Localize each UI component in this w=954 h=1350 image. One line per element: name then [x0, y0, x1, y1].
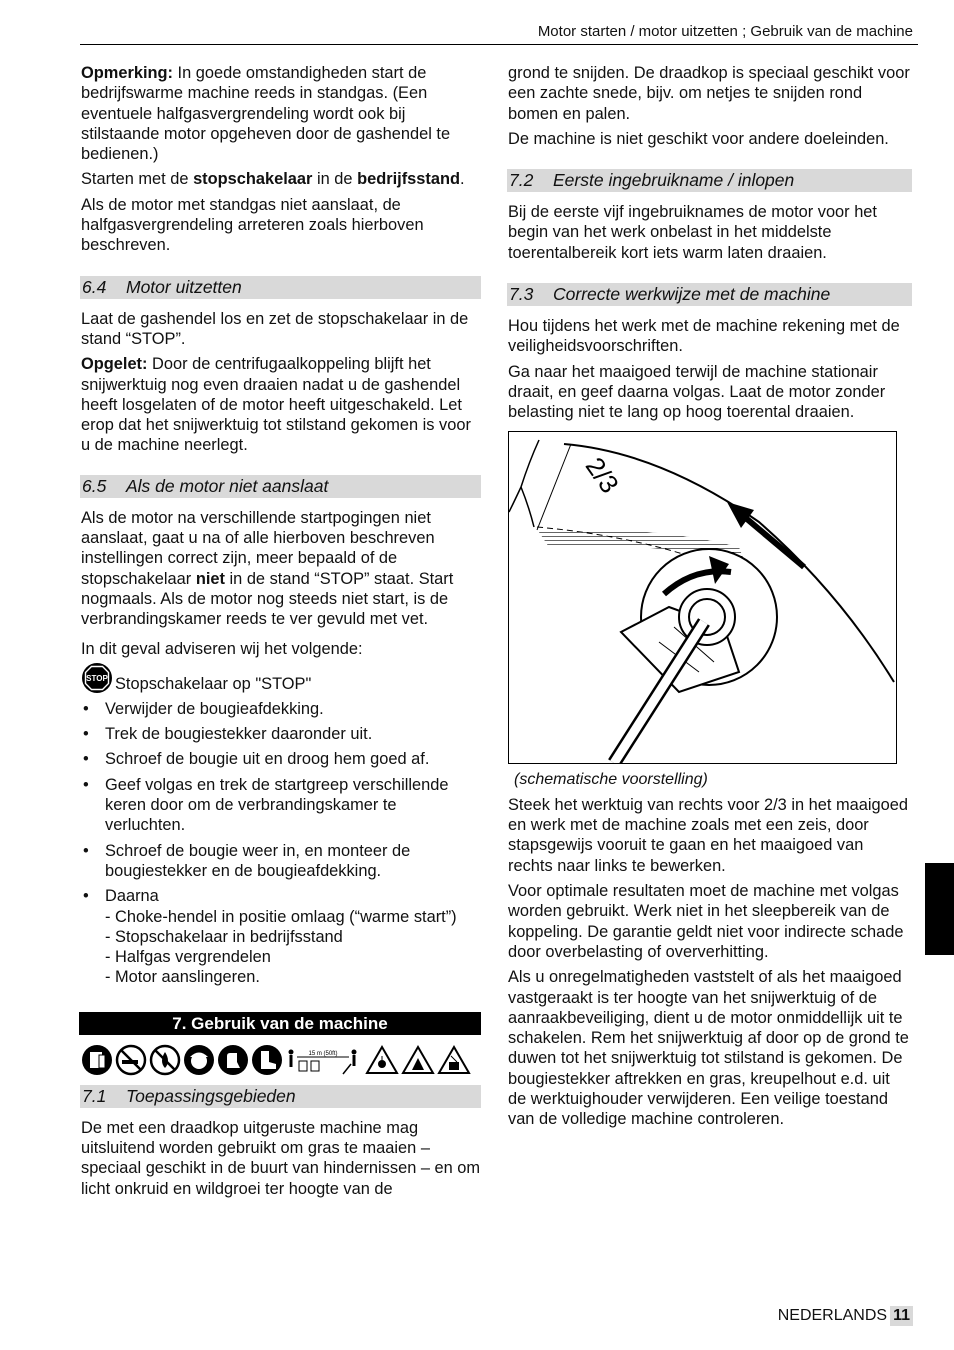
stop-instruction-text: Stopschakelaar op "STOP" — [115, 674, 312, 693]
section-number: 7.1 — [82, 1085, 107, 1106]
left-column — [81, 63, 481, 1204]
sub-item: - Choke-hendel in positie omlaag (“warme start”) — [105, 907, 457, 926]
s73-paragraph-2: Ga naar het maaigoed terwijl de machine stationair draait, en geef daarna volgas. Laat de motor zonder belasting niet te lang op hoog toerental draaien. — [508, 362, 886, 422]
list-item-text: Schroef de bougie uit en droog hem goed af. — [105, 750, 430, 769]
distance-text: 15 m (50ft) — [308, 1050, 338, 1057]
distance-icon — [285, 1044, 363, 1076]
start-paragraph — [81, 169, 481, 189]
list-item-text: Daarna — [105, 887, 159, 906]
section-7-1-heading — [80, 1085, 481, 1108]
header-title: Motor starten / motor uitzetten ; Gebruik van de machine — [537, 23, 913, 40]
section-number: 7.3 — [509, 284, 534, 305]
halfgas-paragraph: Als de motor met standgas niet aanslaat, de halfgasvergrendeling arreteren zoals hierboven beschreven. — [81, 195, 424, 255]
bullet-glyph: • — [83, 775, 89, 794]
section-title: Motor uitzetten — [126, 276, 242, 297]
list-item — [81, 749, 481, 769]
face-protection-icon — [183, 1044, 215, 1076]
warning-icon-2 — [401, 1044, 435, 1076]
s65-text-a: Als de motor na verschillende startpogingen niet aanslaat, gaat u na of alle hierboven beschreven instellingen correct zijn, meer bepaald of de stopschakelaar — [81, 508, 435, 588]
r-paragraph-5: Als u onregelmatigheden vaststelt of als het maaigoed vastgeraakt is ter hoogte van het snijwerktuig of de aanraakbeveiliging, dient u de motor onmiddellijk uit te schakelen. Rem het snijwerktuig af door op de grond te duwen tot het snijwerktuig tot stilstand is gekomen. De bougiestekker aftrekken en gras, kreupelhout e.d. uit de werktuighouder verwijderen. Een veilige toestand van de volledige machine controleren. — [508, 968, 909, 1129]
sub-item: - Motor aanslingeren. — [105, 968, 260, 987]
stop-instruction — [81, 662, 481, 694]
section-title: Correcte werkwijze met de machine — [553, 284, 831, 305]
section-6-4-heading — [80, 276, 481, 299]
boots-icon — [251, 1044, 283, 1076]
no-fire-icon — [149, 1044, 181, 1076]
sub-item: - Stopschakelaar in bedrijfsstand — [105, 927, 343, 946]
page-number: 11 — [890, 1306, 913, 1326]
language-thumb-tab — [925, 863, 954, 955]
r-paragraph-3: Steek het werktuig van rechts voor 2/3 in het maaigoed en werk met de machine zoals met een zeis, door stapsgewijs vooruit te gaan en het maaigoed van rechts naar links te bewerken. — [508, 795, 908, 875]
s64-paragraph-2 — [81, 354, 481, 455]
start-bold-stopschakelaar: stopschakelaar — [193, 170, 313, 189]
page-footer — [778, 1306, 913, 1326]
section-7-2-heading — [507, 169, 912, 192]
trimming-figure — [508, 431, 897, 764]
chapter-7-heading: 7. Gebruik van de machine — [79, 1012, 481, 1035]
stop-sign-icon — [81, 662, 113, 694]
sub-item: - Halfgas vergrendelen — [105, 948, 271, 967]
gloves-icon — [217, 1044, 249, 1076]
footer-language: NEDERLANDS — [777, 1307, 888, 1324]
note-label: Opmerking: — [81, 64, 173, 82]
note-paragraph — [81, 63, 481, 164]
s72-paragraph-1: Bij de eerste vijf ingebruiknames de motor voor het begin van het werk onbelast in het middelste toerentalbereik kort iets warm laten draaien. — [508, 203, 877, 262]
s73-paragraph-1: Hou tijdens het werk met de machine rekening met de veiligheidsvoorschriften. — [508, 317, 900, 356]
caution-text: Door de centrifugaalkoppeling blijft het snijwerktuig nog even draaien nadat u de gashendel heeft losgelaten of de motor heeft uitgeschakeld. Let erop dat het snijwerktuig tot stilstand gekomen is voor u de machine neerlegt. — [81, 355, 471, 455]
start-text-pre: Starten met de — [81, 170, 194, 189]
s65-paragraph-1 — [81, 508, 481, 630]
section-number: 7.2 — [509, 170, 534, 191]
bullet-glyph: • — [83, 887, 89, 906]
section-title: Toepassingsgebieden — [126, 1085, 296, 1106]
safety-icons-row — [81, 1043, 481, 1077]
start-text-end: . — [460, 170, 465, 189]
r-paragraph-1: grond te snijden. De draadkop is speciaal geschikt voor een zachte snede, bijv. om netjes te snijden rond bomen en palen. — [508, 64, 910, 123]
bullet-glyph: • — [83, 699, 89, 718]
no-smoking-icon — [115, 1044, 147, 1076]
list-item-text: Verwijder de bougieafdekking. — [105, 699, 324, 718]
r-paragraph-4: Voor optimale resultaten moet de machine met volgas worden gebruikt. Werk niet in het sleepbereik van de koppeling. De garantie geldt niet voor indirecte schade door overbelasting of oververhitting. — [508, 882, 904, 961]
note-text: In goede omstandigheden start de bedrijfswarme machine reeds in standgas. (Een eventuele halfgasvergrendeling wordt ook bij stilstaande motor opgeheven door de gashendel te bedienen.) — [81, 64, 451, 164]
list-item-text: Trek de bougiestekker daaronder uit. — [105, 725, 373, 744]
start-text-mid: in de — [312, 170, 358, 189]
r-paragraph-2: De machine is niet geschikt voor andere doeleinden. — [508, 129, 889, 148]
warning-icon-3 — [437, 1044, 471, 1076]
bullet-glyph: • — [83, 750, 89, 769]
section-7-3-heading — [507, 283, 912, 306]
s65-paragraph-2: In dit geval adviseren wij het volgende: — [81, 639, 363, 658]
list-item — [81, 886, 481, 987]
s65-text-c: in de stand “STOP” staat. Start nogmaals. Als de motor nog steeds niet start, is de verbrandingskamer reeds te ver gevuld met vet. — [81, 569, 454, 629]
section-title: Eerste ingebruikname / inlopen — [553, 170, 795, 191]
s64-paragraph-1: Laat de gashendel los en zet de stopschakelaar in de stand “STOP”. — [81, 309, 469, 348]
list-item — [81, 841, 481, 882]
bullet-glyph: • — [83, 841, 89, 860]
trimming-diagram — [509, 432, 896, 763]
page-header — [80, 22, 918, 45]
bullet-glyph: • — [83, 725, 89, 744]
start-bold-bedrijfsstand: bedrijfsstand — [357, 170, 460, 189]
list-item — [81, 775, 481, 836]
caution-label: Opgelet: — [81, 355, 148, 374]
section-number: 6.5 — [82, 475, 107, 496]
list-item-text: Schroef de bougie weer in, en monteer de bougiestekker en de bougieafdekking. — [105, 841, 411, 880]
section-title: Als de motor niet aanslaat — [126, 475, 329, 496]
stop-sign-text: STOP — [86, 673, 108, 683]
read-manual-icon — [81, 1044, 113, 1076]
right-column — [508, 63, 912, 1135]
warning-projectiles-icon — [365, 1044, 399, 1076]
list-item — [81, 724, 481, 744]
list-item-text: Geef volgas en trek de startgreep verschillende keren door om de verbrandingskamer te verluchten. — [105, 775, 449, 835]
section-number: 6.4 — [82, 276, 107, 297]
section-6-5-heading — [80, 475, 481, 498]
s71-paragraph-1: De met een draadkop uitgeruste machine mag uitsluitend worden gebruikt om gras te maaien – speciaal geschikt in de buurt van hindernissen – en om licht onkruid en wildgroei ter hoogte van de — [81, 1118, 481, 1198]
list-item — [81, 699, 481, 719]
s65-bold-niet: niet — [195, 569, 225, 588]
figure-caption: (schematische voorstelling) — [514, 770, 708, 788]
fraction-label: 2/3 — [579, 451, 625, 499]
procedure-list — [81, 699, 481, 988]
